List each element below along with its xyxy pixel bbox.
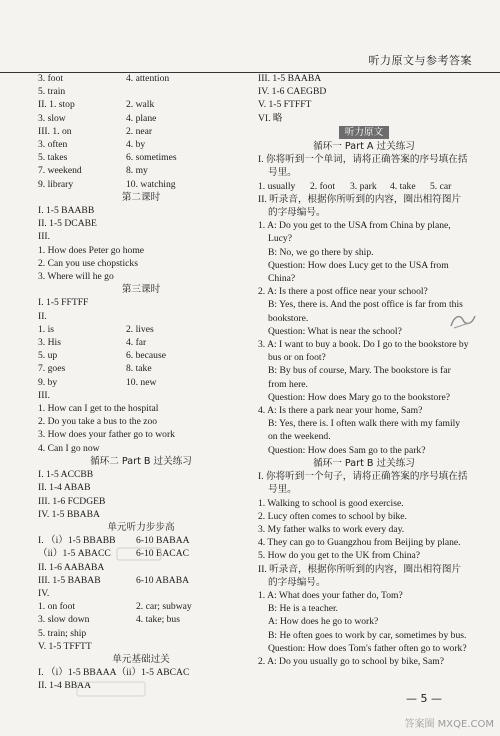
answer-cell: III. 1. on — [38, 125, 72, 137]
answer-row — [38, 336, 244, 349]
answer-cell: 8. take — [126, 363, 152, 375]
answer-cell: 10. watching — [126, 178, 176, 190]
answer-cell: 4. far — [126, 337, 147, 349]
section-title: 循环二 Part B 过关练习 — [90, 455, 192, 467]
answer-cell: （ii）1-5 ABACC — [38, 548, 111, 560]
question-line: II. 听录音，根据你所听到的内容，圈出相符图片的字母编号。 — [258, 193, 462, 219]
answer-cell: 6-10 BABAA — [136, 535, 190, 547]
answer-row — [38, 349, 244, 362]
answer-cell: 3. park — [350, 180, 377, 192]
dialogue-line: Question: How does Lucy get to the USA from China? — [268, 259, 449, 285]
answer-cell: 7. goes — [38, 363, 66, 375]
page-number: — 5 — — [406, 692, 442, 705]
answer-cell: 3. slow — [38, 112, 66, 124]
text-line: II. 1-5 DCABE — [38, 218, 97, 230]
answer-cell: 2. walk — [126, 99, 155, 111]
question-line: 2. A: Is there a post office near your school? — [258, 286, 428, 298]
answer-cell: III. 1-5 BABAB — [38, 574, 101, 586]
text-line: 4. Can I go now — [38, 442, 100, 454]
text-line: 1. How can I get to the hospital — [38, 403, 159, 415]
header-title: 听力原文与参考答案 — [368, 54, 472, 67]
answer-cell: 3. foot — [38, 73, 64, 84]
answer-cell: 9. library — [38, 178, 74, 190]
site-watermark: 答案圈 MXQE.COM — [404, 719, 494, 730]
question-line: 4. They can go to Guangzhou from Beijing by plane. — [258, 537, 461, 549]
question-line: II. 听录音，根据你所听到的内容，圈出相符图片的字母编号。 — [258, 563, 462, 588]
answer-row — [38, 138, 244, 151]
answer-row — [38, 112, 244, 125]
question-line: 2. A: Do you usually go to school by bike, Sam? — [258, 655, 445, 667]
answer-cell: 6. because — [126, 350, 166, 362]
answer-cell: 5. takes — [38, 152, 68, 164]
text-line: 2. Lucy often comes to school by bike. — [258, 510, 407, 522]
text-line: 3. How does your father go to work — [38, 429, 175, 441]
answer-row — [38, 574, 244, 587]
answer-cell: 3. slow down — [38, 614, 90, 626]
text-line: 1. Walking to school is good exercise. — [258, 497, 404, 509]
text-line: II. 1-4 ABAB — [38, 482, 91, 494]
answer-cell: 1. on foot — [38, 601, 76, 613]
text-line: 5. How do you get to the UK from China? — [258, 550, 421, 562]
section-title: 第三课时 — [121, 284, 161, 296]
answer-cell: 5. up — [38, 350, 58, 362]
text-line: IV. 1-5 BBABA — [38, 508, 100, 520]
section-title: 循环一 Part A 过关练习 — [313, 141, 415, 153]
answer-cell: 6-10 BACAC — [136, 548, 190, 560]
text-line: IV. 1-6 CAEGBD — [258, 86, 327, 98]
page-header — [0, 44, 500, 73]
answer-row — [38, 323, 244, 336]
answer-cell: 6-10 ABABA — [136, 574, 190, 586]
answer-cell: 4. plane — [126, 112, 157, 124]
question-line: I. 你将听到一个句子，请将正确答案的序号填在括号里。 — [258, 471, 468, 496]
text-line: III. — [38, 231, 50, 243]
dialogue-line: B: Yes, there is. I often walk there with my family on the weekend. — [268, 418, 461, 443]
answer-row — [38, 98, 244, 111]
text-line: I. 1-5 BAABB — [38, 205, 95, 217]
dialogue-line: B: He often goes to work by car, sometimes by bus. — [268, 629, 467, 641]
text-line: I. 1-5 ACCBB — [38, 469, 94, 481]
answer-cell: 1. usually — [258, 180, 296, 192]
text-line: I. 1-5 FFTFF — [38, 297, 89, 309]
stamp-mark-icon — [448, 312, 478, 332]
right-column — [258, 72, 470, 668]
text-line: 3. Where will he go — [38, 271, 114, 283]
question-line: 3. A: I want to buy a book. Do I go to the bookstore by bus or on foot? — [258, 339, 469, 364]
dialogue-line: B: Yes, there is. And the post office is far from this bookstore. — [268, 299, 463, 324]
question-line: 1. A: Do you get to the USA from China by plane, Lucy? — [258, 220, 451, 245]
text-line: 2. Do you take a bus to the zoo — [38, 416, 158, 428]
answer-row — [38, 613, 244, 626]
left-column — [38, 72, 244, 693]
text-line: III. 1-6 FCDGEB — [38, 495, 106, 507]
answer-cell: 4. take; bus — [136, 614, 180, 626]
text-line: III. — [38, 389, 50, 401]
dialogue-line: Question: How does Tom's father often go to work? — [268, 642, 467, 654]
question-line: 1. A: What does your father do, Tom? — [258, 589, 403, 601]
dialogue-line: B: He is a teacher. — [268, 603, 339, 615]
section-heading-label: 听力原文 — [339, 126, 389, 139]
answer-row — [38, 125, 244, 138]
answer-cell: 4. attention — [126, 73, 170, 84]
answer-row — [38, 178, 244, 191]
answer-cell: 10. new — [126, 376, 157, 388]
answer-row — [38, 376, 244, 389]
dialogue-line: A: How does he go to work? — [268, 616, 379, 628]
text-line: 1. How does Peter go home — [38, 244, 145, 256]
question-line: I. 你将听到一个单词，请将正确答案的序号填在括号里。 — [258, 154, 468, 179]
answer-cell: 3. His — [38, 337, 61, 349]
dialogue-line: Question: How does Sam go to the park? — [268, 444, 426, 456]
text-line: IV. — [38, 587, 50, 599]
answer-cell: 4. by — [126, 139, 146, 151]
answer-cell: 1. is — [38, 323, 54, 335]
answer-cell: 2. foot — [310, 180, 336, 192]
section-title: 单元基础过关 — [112, 653, 170, 665]
section-title: 第二课时 — [121, 191, 161, 203]
text-line: 5. train — [38, 86, 66, 98]
text-line: VI. 略 — [258, 112, 283, 124]
text-line: 3. My father walks to work every day. — [258, 523, 405, 535]
answer-cell: 2. near — [126, 125, 153, 137]
dialogue-line: B: By bus of course, Mary. The bookstore is far from here. — [268, 365, 451, 390]
text-line: II. — [38, 310, 47, 322]
answer-cell: 9. by — [38, 376, 58, 388]
answer-cell: 6. sometimes — [126, 152, 177, 164]
dialogue-line: Question: What is near the school? — [268, 325, 402, 337]
answer-row — [38, 164, 244, 177]
faint-watermark-icon — [76, 680, 146, 698]
faint-seal-icon — [116, 546, 162, 562]
text-line: II. 1-4 BBAA — [38, 680, 92, 692]
answer-row — [38, 600, 244, 613]
answer-cell: 2. car; subway — [136, 601, 192, 613]
dialogue-line: B: No, we go there by ship. — [268, 246, 374, 258]
answer-cell: II. 1. stop — [38, 99, 75, 111]
answer-row — [38, 72, 244, 85]
text-line: III. 1-5 BAABA — [258, 73, 322, 84]
text-line: V. 1-5 TFFTT — [38, 640, 92, 652]
section-heading — [258, 126, 470, 139]
dialogue-line: Question: How does Mary go to the bookstore? — [268, 391, 450, 403]
answer-cell: 7. weekend — [38, 165, 82, 177]
answer-cell: 5. car — [430, 180, 452, 192]
question-line: 4. A: Is there a park near your home, Sam? — [258, 405, 423, 417]
answer-cell: 3. often — [38, 139, 68, 151]
text-line: 5. train; ship — [38, 627, 87, 639]
answer-cell: 4. take — [390, 180, 416, 192]
text-line: I. （i）1-5 BBAAA（ii）1-5 ABCAC — [38, 667, 190, 679]
text-line: V. 1-5 FTFFT — [258, 99, 312, 111]
answer-cell: I. （i）1-5 BBABB — [38, 535, 116, 547]
section-title: 单元听力步步高 — [107, 521, 175, 533]
answer-cell: 2. lives — [126, 323, 154, 335]
answer-cell: 8. my — [126, 165, 148, 177]
text-line: II. 1-6 AABABA — [38, 561, 105, 573]
answer-row — [38, 362, 244, 375]
answer-row — [38, 151, 244, 164]
section-title: 循环一 Part B 过关练习 — [313, 457, 415, 469]
text-line: 2. Can you use chopsticks — [38, 257, 138, 269]
answer-row — [258, 180, 470, 193]
